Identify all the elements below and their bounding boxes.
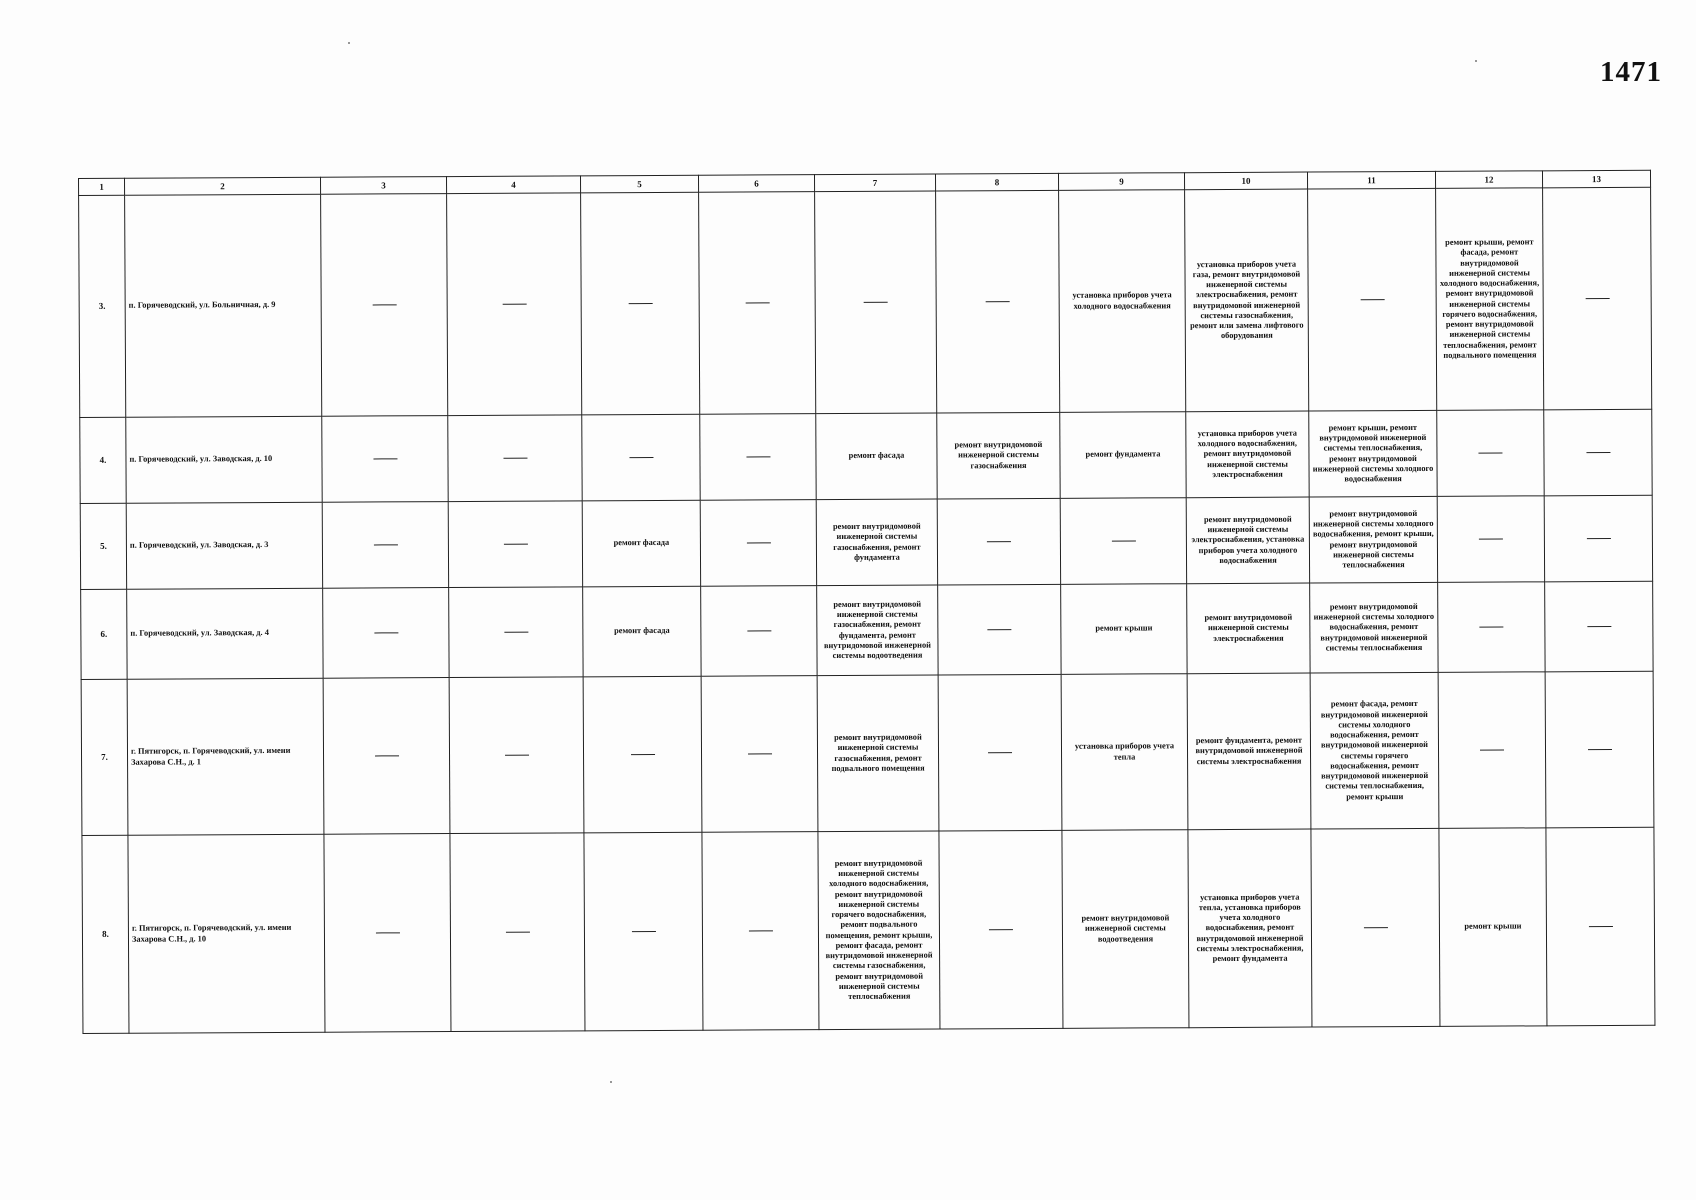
dash-mark xyxy=(1586,452,1610,453)
empty-cell xyxy=(939,830,1063,1029)
dash-mark xyxy=(1585,298,1609,299)
dash-mark xyxy=(746,542,770,543)
address-cell: п. Горячеводский, ул. Больничная, д. 9 xyxy=(125,194,322,417)
page-number: 1471 xyxy=(1600,56,1662,88)
table-row xyxy=(80,409,1652,503)
work-cell: ремонт внутридомовой инженерной системы холодного водоснабжения, ремонт внутридомовой инженерной системы горячего водоснабжения, ремонт подвального помещения, ремонт крыши, ремонт фасада, ремонт внутридомовой инженерной системы газоснабжения, ремонт внутридомовой инженерной системы теплоснабжения xyxy=(818,831,940,1030)
empty-cell xyxy=(1438,582,1545,673)
dash-mark xyxy=(631,754,655,755)
dash-mark xyxy=(629,457,653,458)
column-number-cell: 3 xyxy=(320,177,446,195)
dash-mark xyxy=(987,629,1011,630)
work-cell: ремонт внутридомовой инженерной системы газоснабжения, ремонт подвального помещения xyxy=(817,675,939,832)
work-cell: ремонт внутридомовой инженерной системы холодного водоснабжения, ремонт крыши, ремонт внутридомовой инженерной системы теплоснабжения xyxy=(1309,496,1437,583)
work-cell: ремонт внутридомовой инженерной системы электроснабжения, установка приборов учета холодного водоснабжения xyxy=(1186,497,1309,584)
empty-cell xyxy=(1543,187,1652,410)
dash-mark xyxy=(504,632,528,633)
work-cell: ремонт внутридомовой инженерной системы водоотведения xyxy=(1062,830,1189,1029)
repair-schedule-table xyxy=(78,170,1655,1034)
empty-cell xyxy=(700,414,816,501)
table-row xyxy=(79,187,1652,417)
column-number-cell: 7 xyxy=(814,174,935,192)
column-number-cell: 6 xyxy=(698,175,814,193)
dash-mark xyxy=(745,302,769,303)
work-cell: ремонт фундамента, ремонт внутридомовой инженерной системы электроснабжения xyxy=(1187,673,1311,830)
empty-cell xyxy=(321,194,448,417)
empty-cell xyxy=(581,192,700,415)
dash-mark xyxy=(1360,299,1384,300)
column-number-cell: 10 xyxy=(1184,172,1307,190)
dash-mark xyxy=(746,456,770,457)
column-number-cell: 2 xyxy=(125,177,321,195)
column-number-cell: 13 xyxy=(1542,170,1650,188)
empty-cell xyxy=(584,832,703,1031)
dash-mark xyxy=(374,632,398,633)
table-row xyxy=(81,581,1653,679)
dash-mark xyxy=(864,302,888,303)
row-number: 3. xyxy=(79,195,126,417)
empty-cell xyxy=(583,676,702,833)
empty-cell xyxy=(324,834,451,1033)
dash-mark xyxy=(1588,749,1612,750)
work-cell: ремонт внутридомовой инженерной системы холодного водоснабжения, ремонт внутридомовой инженерной системы теплоснабжения xyxy=(1310,582,1438,673)
work-cell: ремонт внутридомовой инженерной системы газоснабжения, ремонт фундамента, ремонт внутридомовой инженерной системы водоотведения xyxy=(817,585,938,676)
empty-cell xyxy=(322,502,448,589)
column-number-cell: 9 xyxy=(1058,173,1184,191)
empty-cell xyxy=(701,586,817,677)
empty-cell xyxy=(936,190,1060,413)
dash-mark xyxy=(375,755,399,756)
empty-cell xyxy=(1545,671,1654,828)
empty-cell xyxy=(938,584,1061,675)
dash-mark xyxy=(375,932,399,933)
dash-mark xyxy=(987,541,1011,542)
empty-cell xyxy=(448,415,582,502)
work-cell: установка приборов учета тепла, установка приборов учета холодного водоснабжения, ремонт внутридомовой инженерной системы электроснабжения, ремонт фундамента xyxy=(1188,829,1312,1028)
column-number-cell: 12 xyxy=(1435,171,1542,189)
work-cell: ремонт крыши xyxy=(1439,828,1547,1027)
empty-cell xyxy=(323,678,450,835)
empty-cell xyxy=(1437,410,1544,497)
dash-mark xyxy=(1587,626,1611,627)
empty-cell xyxy=(701,676,818,833)
address-cell: г. Пятигорск, п. Горячеводский, ул. имени Захарова С.Н., д. 10 xyxy=(128,834,325,1033)
row-number: 7. xyxy=(81,679,128,835)
table-body xyxy=(79,170,1655,1033)
empty-cell xyxy=(447,193,582,416)
dash-mark xyxy=(373,458,397,459)
dash-mark xyxy=(1478,452,1502,453)
empty-cell xyxy=(1060,498,1186,585)
empty-cell xyxy=(1546,827,1655,1026)
dash-mark xyxy=(988,752,1012,753)
column-number-cell: 5 xyxy=(580,175,698,193)
empty-cell xyxy=(699,192,816,415)
column-number-cell: 8 xyxy=(935,173,1058,191)
empty-cell xyxy=(449,677,584,834)
dash-mark xyxy=(502,304,526,305)
dash-mark xyxy=(373,544,397,545)
address-cell: п. Горячеводский, ул. Заводская, д. 10 xyxy=(126,416,322,503)
empty-cell xyxy=(702,832,819,1031)
dash-mark xyxy=(1586,538,1610,539)
empty-cell xyxy=(1438,672,1546,829)
work-cell: установка приборов учета тепла xyxy=(1061,674,1188,831)
work-cell: ремонт фасада, ремонт внутридомовой инженерной системы холодного водоснабжения, ремонт внутридомовой инженерной системы горячего водоснабжения, ремонт внутридомовой инженерной системы теплоснабжения, ремонт крыши xyxy=(1310,672,1439,829)
dash-mark xyxy=(747,630,771,631)
empty-cell xyxy=(1311,828,1440,1027)
column-number-cell: 1 xyxy=(79,178,125,195)
work-cell: ремонт крыши, ремонт внутридомовой инженерной системы теплоснабжения, ремонт внутридомовой инженерной системы холодного водоснабжения xyxy=(1309,410,1437,497)
dash-mark xyxy=(1111,540,1135,541)
row-number: 6. xyxy=(81,589,127,679)
row-number: 4. xyxy=(80,417,126,503)
empty-cell xyxy=(1544,409,1652,496)
dash-mark xyxy=(1479,538,1503,539)
work-cell: ремонт фасада xyxy=(816,413,937,500)
empty-cell xyxy=(448,501,582,588)
work-cell: ремонт крыши xyxy=(1061,584,1187,675)
row-number: 8. xyxy=(82,835,129,1033)
empty-cell xyxy=(323,588,449,679)
table-row xyxy=(81,671,1654,835)
address-cell: г. Пятигорск, п. Горячеводский, ул. имени Захарова С.Н., д. 1 xyxy=(127,678,324,835)
dash-mark xyxy=(986,301,1010,302)
dash-mark xyxy=(503,544,527,545)
work-cell: ремонт внутридомовой инженерной системы газоснабжения, ремонт фундамента xyxy=(816,499,937,586)
dash-mark xyxy=(505,932,529,933)
empty-cell xyxy=(322,416,448,503)
work-cell: ремонт фундамента xyxy=(1060,412,1186,499)
dash-mark xyxy=(505,755,529,756)
work-cell: установка приборов учета холодного водоснабжения, ремонт внутридомовой инженерной системы электроснабжения xyxy=(1186,411,1309,498)
empty-cell xyxy=(450,833,585,1032)
work-cell: ремонт фасада xyxy=(582,500,700,587)
empty-cell xyxy=(582,414,700,501)
empty-cell xyxy=(938,674,1062,831)
dash-mark xyxy=(748,930,772,931)
empty-cell xyxy=(815,191,937,414)
dash-mark xyxy=(1479,626,1503,627)
table-row xyxy=(80,495,1652,589)
empty-cell xyxy=(1545,581,1653,672)
dash-mark xyxy=(372,304,396,305)
work-cell: установка приборов учета холодного водоснабжения xyxy=(1059,190,1186,413)
empty-cell xyxy=(1437,496,1544,583)
empty-cell xyxy=(1544,495,1652,582)
work-cell: ремонт фасада xyxy=(583,586,701,677)
dash-mark xyxy=(628,303,652,304)
empty-cell xyxy=(700,500,816,587)
address-cell: п. Горячеводский, ул. Заводская, д. 4 xyxy=(127,588,323,679)
address-cell: п. Горячеводский, ул. Заводская, д. 3 xyxy=(126,502,322,589)
work-cell: ремонт внутридомовой инженерной системы электроснабжения xyxy=(1187,583,1310,674)
dash-mark xyxy=(1588,926,1612,927)
row-number: 5. xyxy=(80,503,126,589)
column-number-cell: 4 xyxy=(446,176,580,194)
dash-mark xyxy=(631,931,655,932)
empty-cell xyxy=(449,587,583,678)
work-cell: ремонт крыши, ремонт фасада, ремонт внутридомовой инженерной системы холодного водоснабжения, ремонт внутридомовой инженерной системы горячего водоснабжения, ремонт внутридомовой инженерной системы теплоснабжения, ремонт подвального помещения xyxy=(1436,188,1544,411)
dash-mark xyxy=(1480,749,1504,750)
dash-mark xyxy=(1363,927,1387,928)
column-number-cell: 11 xyxy=(1307,171,1435,189)
dash-mark xyxy=(748,753,772,754)
work-cell: ремонт внутридомовой инженерной системы газоснабжения xyxy=(937,412,1060,499)
dash-mark xyxy=(503,458,527,459)
dash-mark xyxy=(989,929,1013,930)
table-row xyxy=(82,827,1655,1033)
empty-cell xyxy=(937,498,1060,585)
work-cell: установка приборов учета газа, ремонт внутридомовой инженерной системы электроснабжения, ремонт внутридомовой инженерной системы газоснабжения, ремонт или замена лифтового оборудования xyxy=(1185,189,1309,412)
empty-cell xyxy=(1308,188,1437,411)
